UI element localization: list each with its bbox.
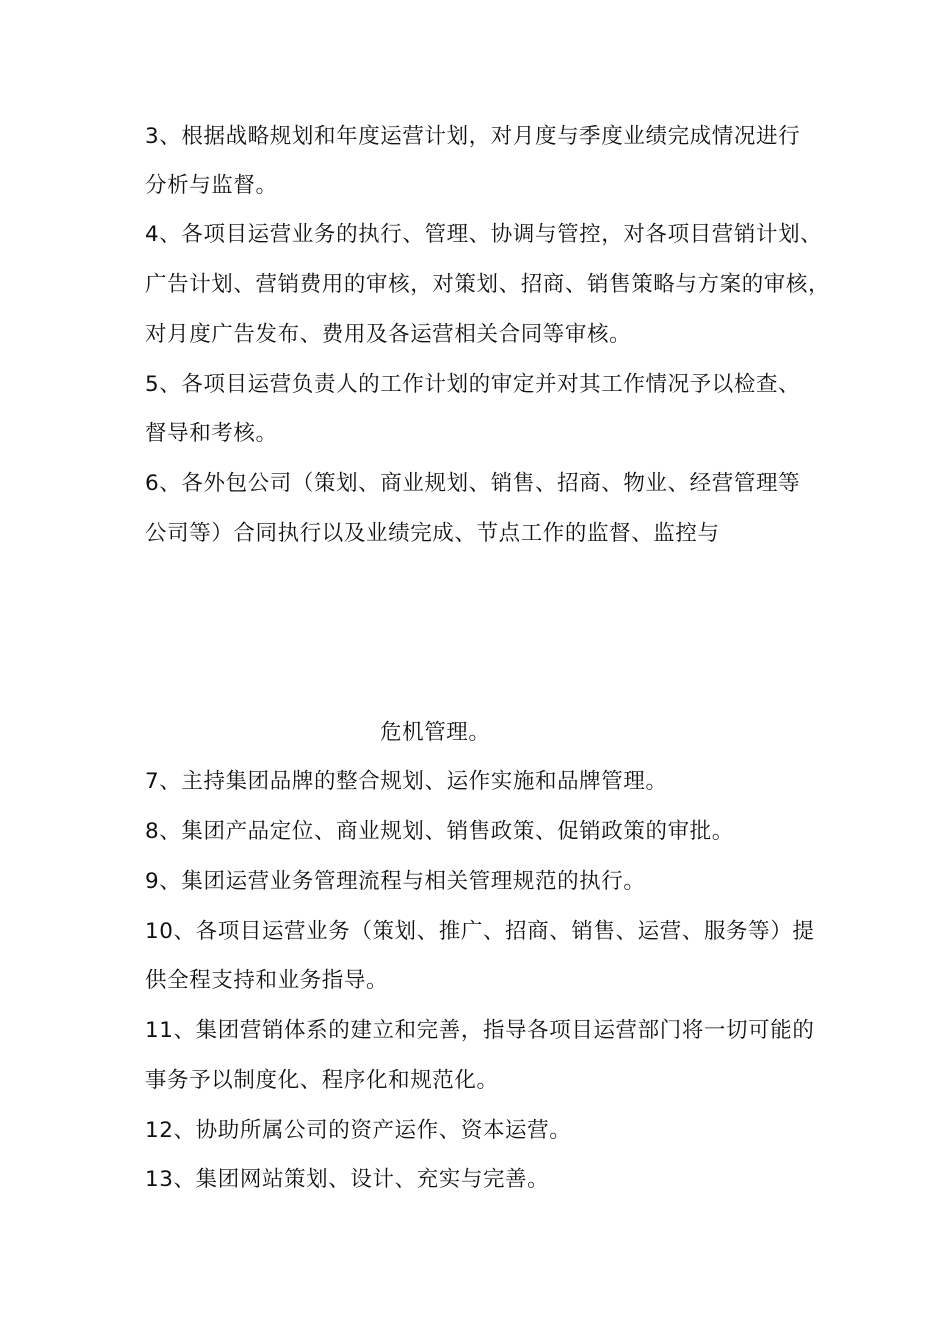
text-line: 广告计划、营销费用的审核，对策划、招商、销售策略与方案的审核，	[145, 272, 831, 297]
text-line: 3、根据战略规划和年度运营计划，对月度与季度业绩完成情况进行	[145, 124, 801, 149]
text-line: 13、集团网站策划、设计、充实与完善。	[145, 1167, 550, 1192]
text-line: 8、集团产品定位、商业规划、销售政策、促销政策的审批。	[145, 819, 734, 844]
text-line: 督导和考核。	[145, 421, 278, 446]
text-line: 12、协助所属公司的资产运作、资本运营。	[145, 1118, 572, 1143]
text-line: 10、各项目运营业务（策划、推广、招商、销售、运营、服务等）提	[145, 919, 815, 944]
text-line: 分析与监督。	[145, 173, 278, 198]
text-line: 5、各项目运营负责人的工作计划的审定并对其工作情况予以检查、	[145, 372, 801, 397]
text-line: 危机管理。	[380, 720, 491, 745]
text-line: 4、各项目运营业务的执行、管理、协调与管控，对各项目营销计划、	[145, 222, 823, 247]
text-line: 对月度广告发布、费用及各运营相关合同等审核。	[145, 322, 632, 347]
text-line: 供全程支持和业务指导。	[145, 968, 389, 993]
text-line: 事务予以制度化、程序化和规范化。	[145, 1068, 499, 1093]
text-line: 公司等）合同执行以及业绩完成、节点工作的监督、监控与	[145, 521, 720, 546]
text-line: 11、集团营销体系的建立和完善，指导各项目运营部门将一切可能的	[145, 1018, 815, 1043]
text-line: 7、主持集团品牌的整合规划、运作实施和品牌管理。	[145, 769, 668, 794]
text-line: 9、集团运营业务管理流程与相关管理规范的执行。	[145, 869, 646, 894]
text-line: 6、各外包公司（策划、商业规划、销售、招商、物业、经营管理等	[145, 471, 801, 496]
